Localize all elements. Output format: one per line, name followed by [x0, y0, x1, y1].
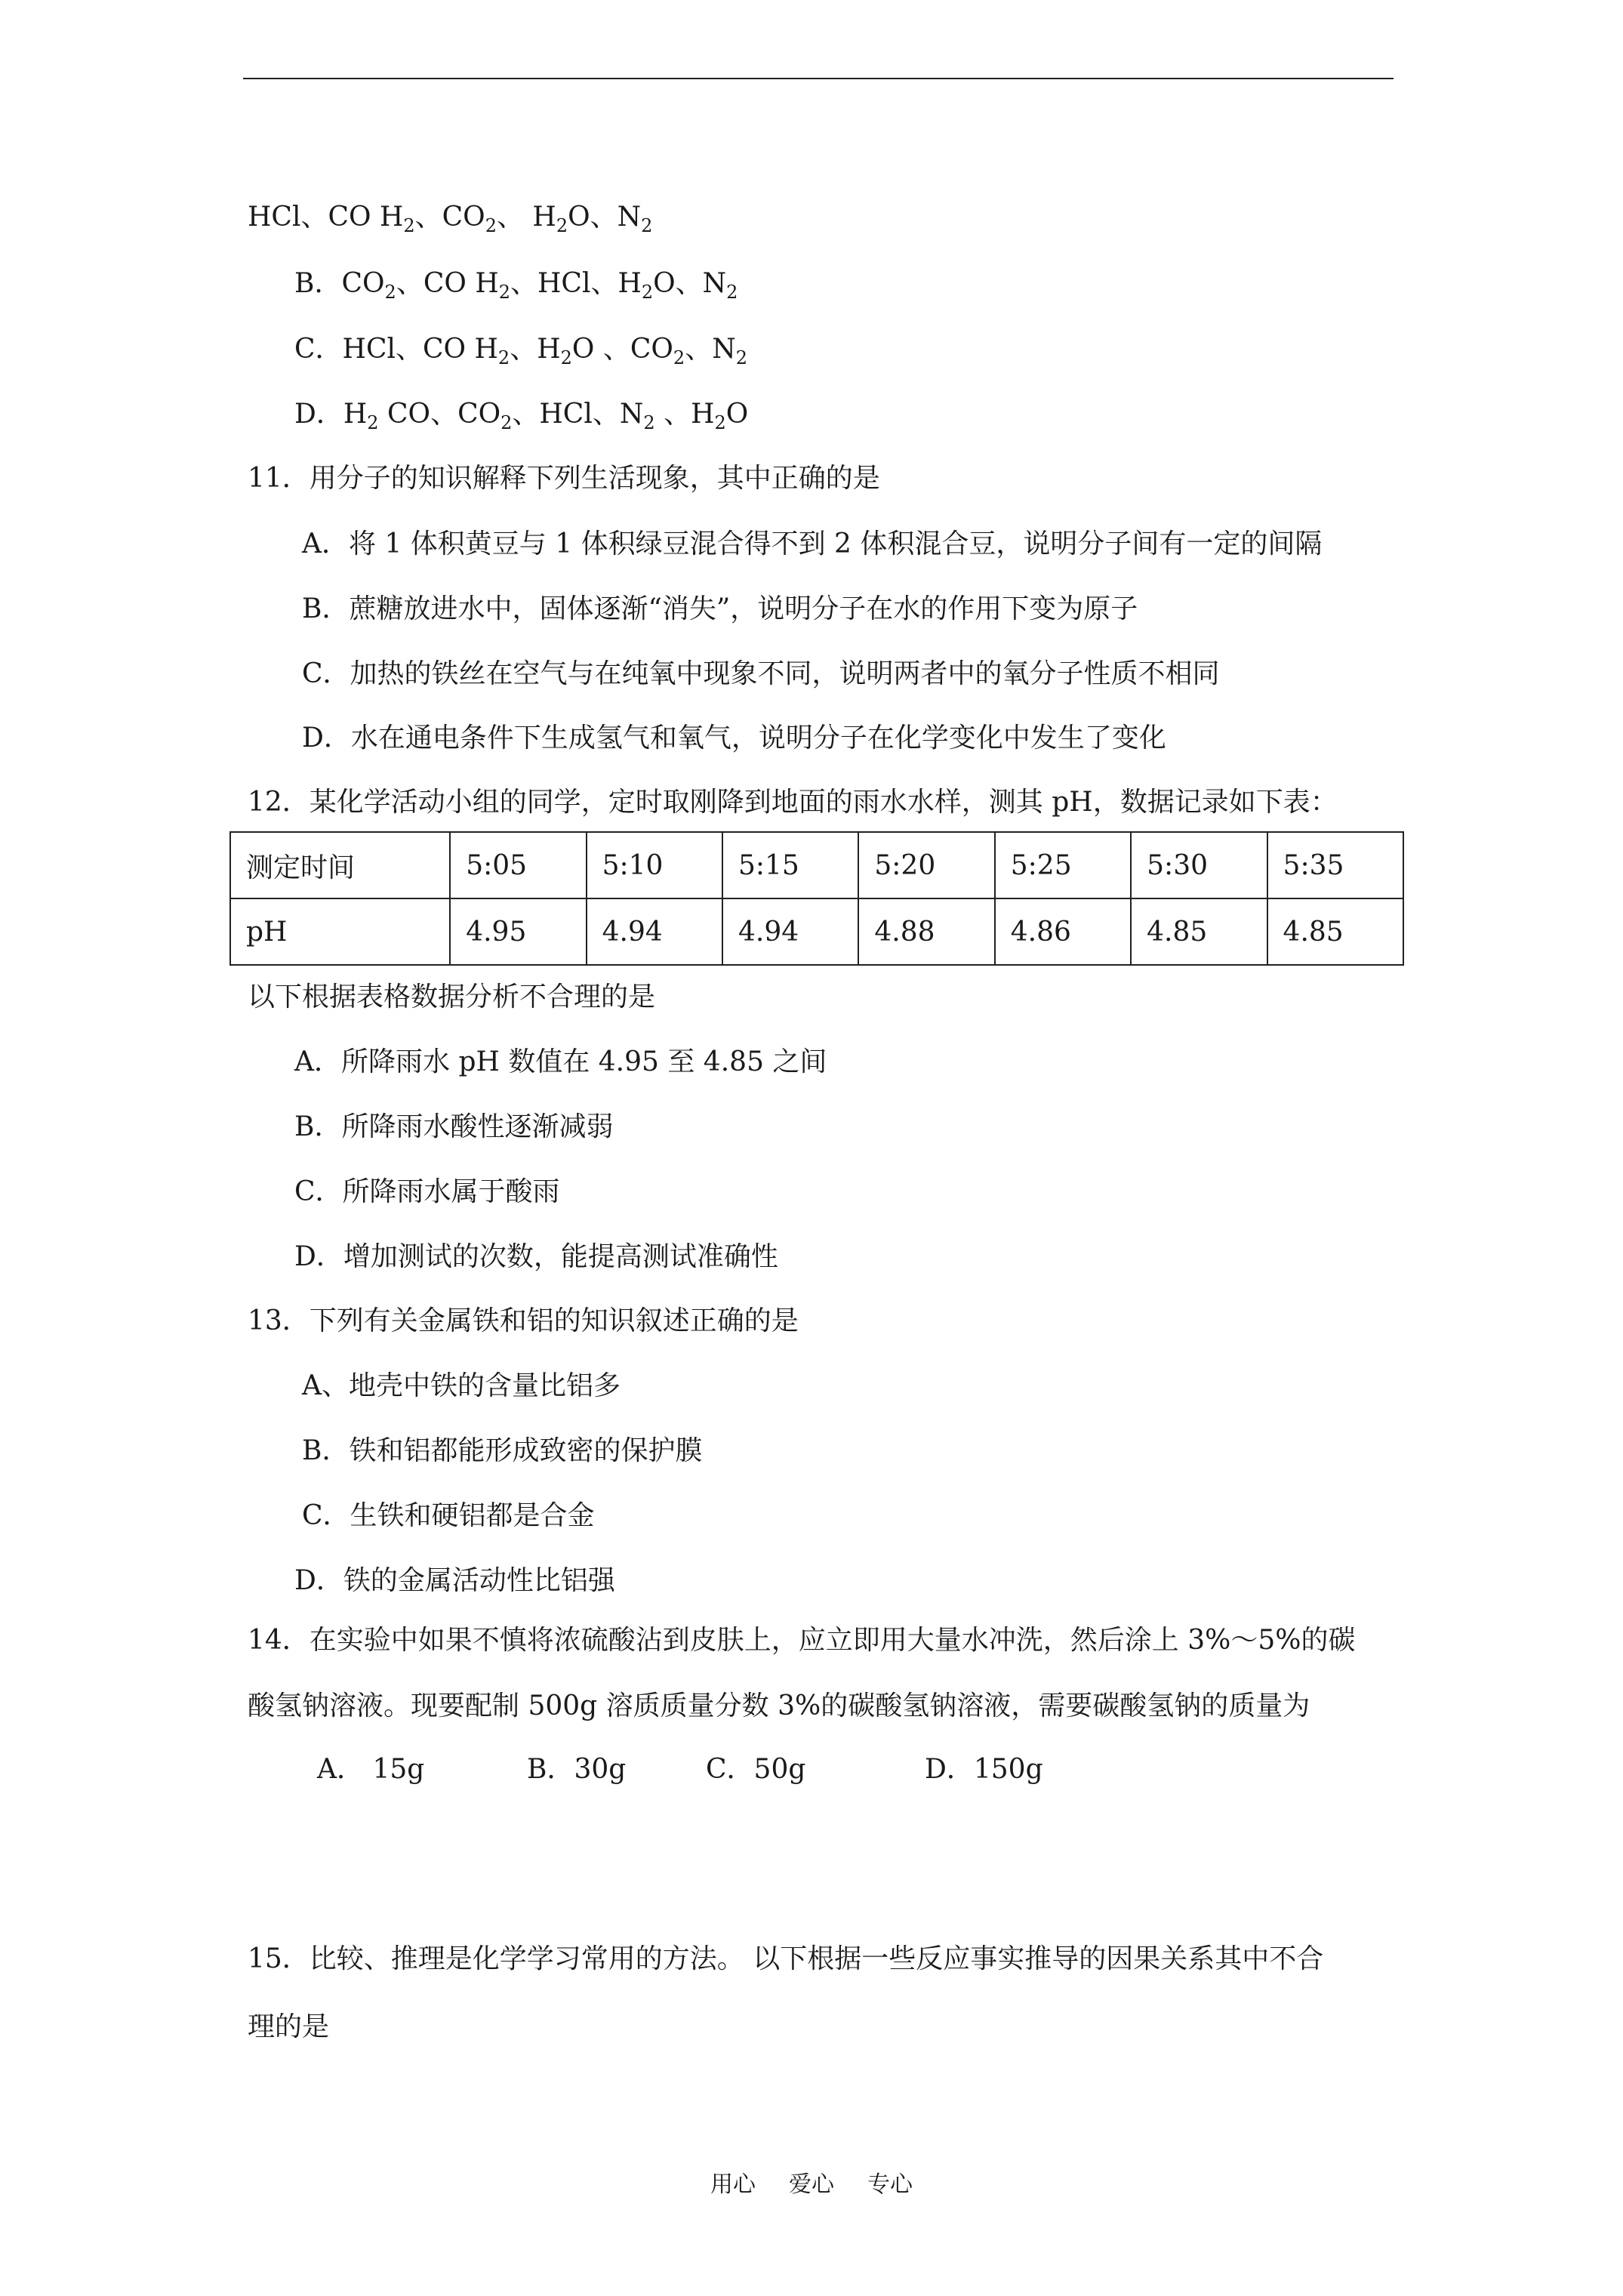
- table-cell: 4.94: [587, 898, 722, 965]
- table-cell: 4.88: [858, 898, 994, 965]
- table-cell: 5:15: [722, 832, 858, 898]
- footer-text: 爱心: [789, 2171, 834, 2198]
- table-cell: 4.85: [1131, 898, 1267, 965]
- header-rule: [243, 78, 1394, 79]
- q14-option-b: B．30g: [527, 1754, 627, 1785]
- q10-option-a: HCl、CO $H_2$、$CO_2$、 $H_2O$、$N_2$: [248, 202, 653, 236]
- table-cell: 5:35: [1267, 832, 1403, 898]
- table-row: [230, 832, 1403, 898]
- q11-option-b: B．蔗糖放进水中，固体逐渐“消失”，说明分子在水的作用下变为原子: [302, 593, 1138, 624]
- footer-text: 用心: [710, 2171, 756, 2198]
- table-cell: 4.86: [995, 898, 1131, 965]
- q14-option-a: A． 15g: [317, 1754, 425, 1785]
- q15-stem-line2: 理的是: [248, 2011, 330, 2042]
- table-cell: 5:05: [450, 832, 586, 898]
- q12-option-d: D．增加测试的次数，能提高测试准确性: [294, 1241, 778, 1272]
- q11-stem: 11．用分子的知识解释下列生活现象，其中正确的是: [248, 463, 880, 494]
- q13-option-c: C．生铁和硬铝都是合金: [302, 1500, 595, 1531]
- q13-option-a: A、地壳中铁的含量比铝多: [302, 1370, 621, 1401]
- q14-option-d: D．150g: [925, 1754, 1043, 1785]
- q12-stem: 12．某化学活动小组的同学，定时取刚降到地面的雨水水样，测其 pH，数据记录如下表：: [248, 787, 1338, 818]
- q13-option-b: B．铁和铝都能形成致密的保护膜: [302, 1435, 703, 1466]
- q14-stem-line2: 酸氢钠溶液。现要配制 500g 溶质质量分数 3%的碳酸氢钠溶液，需要碳酸氢钠的质量为: [248, 1690, 1310, 1721]
- table-cell: 5:10: [587, 832, 722, 898]
- q10-option-c: C．HCl、CO $H_2$、$H_2O$ 、$CO_2$、$N_2$: [294, 334, 747, 368]
- table-row: [230, 898, 1403, 965]
- q12-option-b: B．所降雨水酸性逐渐减弱: [294, 1111, 614, 1142]
- q12-option-a: A．所降雨水 pH 数值在 4.95 至 4.85 之间: [294, 1046, 827, 1077]
- table-cell: 5:20: [858, 832, 994, 898]
- q12-after-table: 以下根据表格数据分析不合理的是: [248, 982, 656, 1012]
- q10-option-d: D．$H_2$ CO、$CO_2$、HCl、$N_2$ 、$H_2O$: [294, 399, 749, 433]
- table-cell: 4.85: [1267, 898, 1403, 965]
- q11-option-c: C．加热的铁丝在空气与在纯氧中现象不同，说明两者中的氧分子性质不相同: [302, 658, 1220, 689]
- page-footer: [0, 2165, 1623, 2199]
- q14-stem-line1: 14．在实验中如果不慎将浓硫酸沾到皮肤上，应立即用大量水冲洗，然后涂上 3%～5%的碳: [248, 1625, 1356, 1656]
- table-cell: 4.94: [722, 898, 858, 965]
- table-cell: 5:25: [995, 832, 1131, 898]
- q13-stem: 13．下列有关金属铁和铝的知识叙述正确的是: [248, 1305, 799, 1336]
- q13-option-d: D．铁的金属活动性比铝强: [294, 1565, 615, 1596]
- q11-option-d: D．水在通电条件下生成氢气和氧气，说明分子在化学变化中发生了变化: [302, 723, 1166, 754]
- q12-option-c: C．所降雨水属于酸雨: [294, 1176, 560, 1207]
- table-cell: 测定时间: [230, 832, 450, 898]
- q11-option-a: A．将 1 体积黄豆与 1 体积绿豆混合得不到 2 体积混合豆，说明分子间有一定的间隔: [302, 529, 1323, 559]
- q10-option-b: B．$CO_2$、CO $H_2$、HCl、$H_2O$、$N_2$: [294, 268, 738, 303]
- table-cell: 4.95: [450, 898, 586, 965]
- ph-data-table: [229, 831, 1404, 966]
- table-cell: 5:30: [1131, 832, 1267, 898]
- footer-text: 专心: [867, 2171, 913, 2198]
- q15-stem-line1: 15．比较、推理是化学学习常用的方法。 以下根据一些反应事实推导的因果关系其中不合: [248, 1943, 1324, 1974]
- table-cell: pH: [230, 898, 450, 965]
- q14-option-c: C．50g: [706, 1754, 806, 1785]
